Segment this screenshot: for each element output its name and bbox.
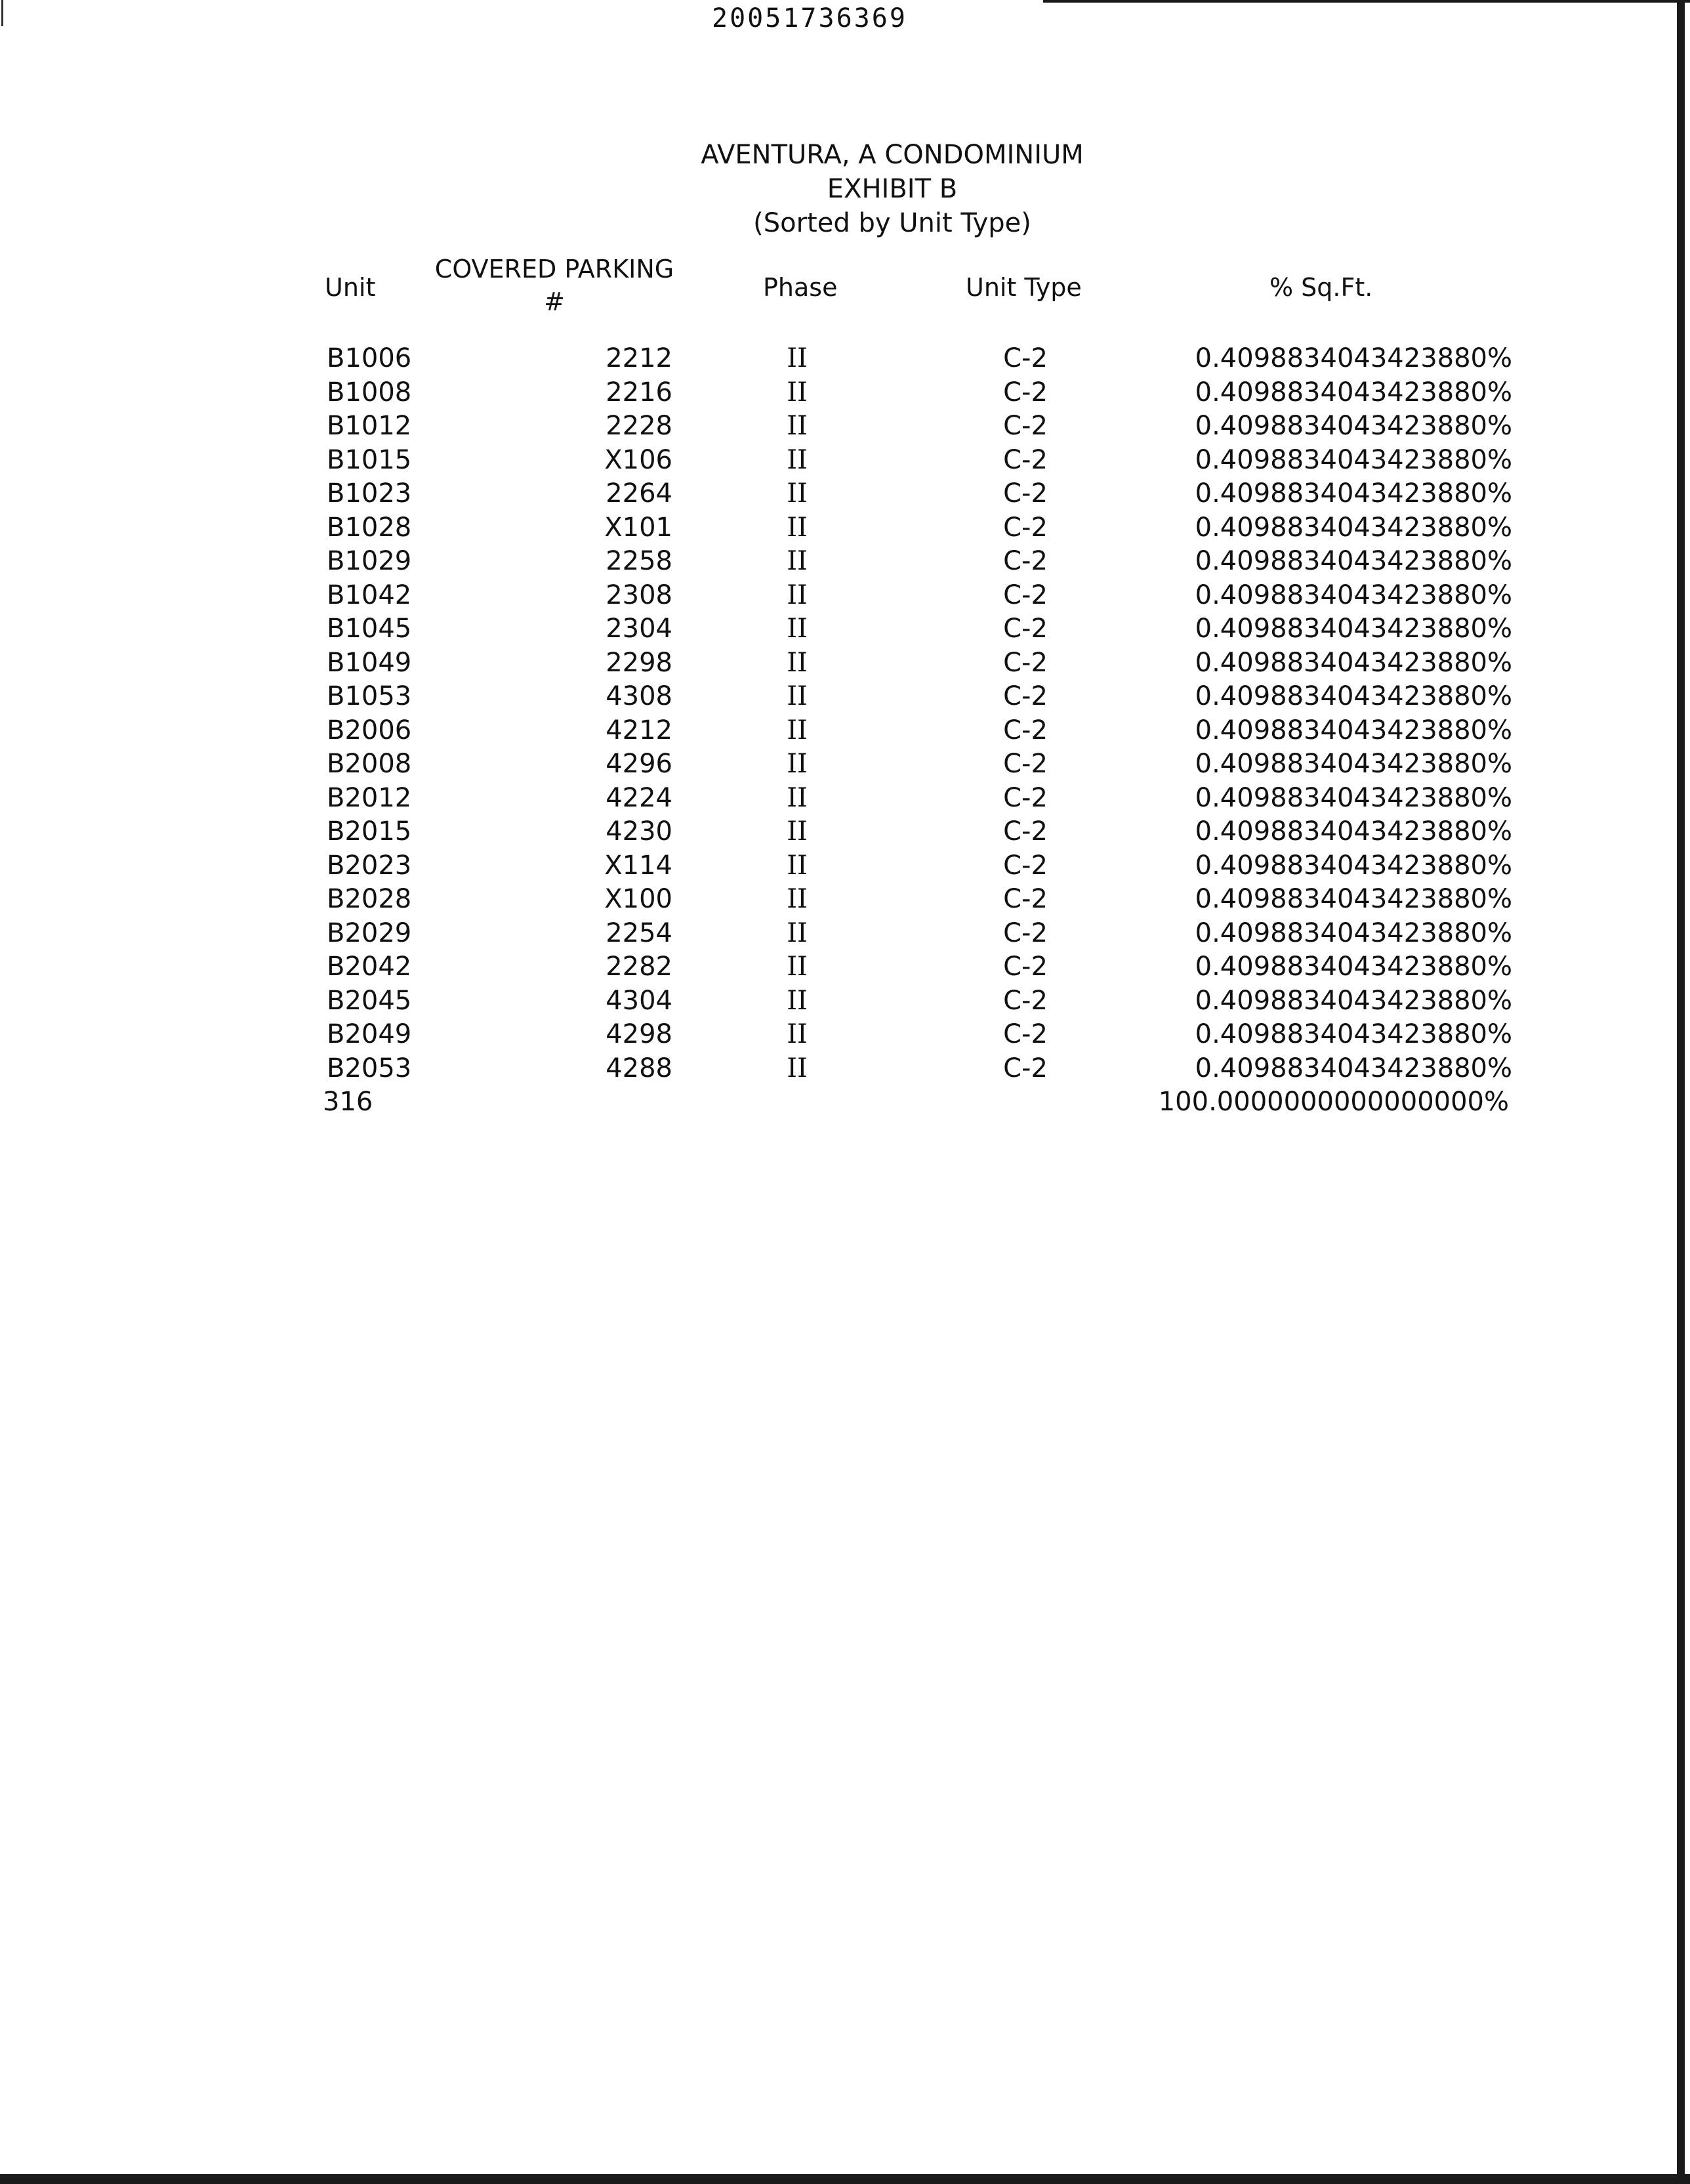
table-row xyxy=(0,1017,1690,1051)
cell-covered-parking: 4288 xyxy=(606,1053,672,1083)
table-row xyxy=(0,882,1690,916)
table-row xyxy=(0,578,1690,612)
cell-covered-parking: 2264 xyxy=(606,478,672,509)
table-row xyxy=(0,679,1690,713)
cell-pct-sqft: 0.4098834043423880% xyxy=(1195,614,1512,644)
cell-phase: II xyxy=(787,512,808,543)
cell-pct-sqft: 0.4098834043423880% xyxy=(1195,749,1512,779)
totals-row xyxy=(0,1085,1690,1119)
cell-phase: II xyxy=(787,411,808,441)
cell-unit-type: C-2 xyxy=(1003,478,1048,509)
document-number: 20051736369 xyxy=(712,3,907,33)
cell-unit-type: C-2 xyxy=(1003,816,1048,847)
cell-unit-type: C-2 xyxy=(1003,512,1048,543)
table-row xyxy=(0,511,1690,545)
cell-unit-type: C-2 xyxy=(1003,1053,1048,1083)
header-phase: Phase xyxy=(763,273,838,302)
cell-pct-sqft: 0.4098834043423880% xyxy=(1195,478,1512,509)
cell-unit: B1053 xyxy=(327,681,412,711)
cell-phase: II xyxy=(787,579,808,610)
cell-phase: II xyxy=(787,478,808,509)
cell-unit-type: C-2 xyxy=(1003,377,1048,408)
table-row xyxy=(0,950,1690,984)
cell-phase: II xyxy=(787,1019,808,1049)
cell-unit: B1015 xyxy=(327,444,412,475)
cell-unit-type: C-2 xyxy=(1003,444,1048,475)
cell-pct-sqft: 0.4098834043423880% xyxy=(1195,579,1512,610)
cell-unit: B1042 xyxy=(327,579,412,610)
cell-unit: B2049 xyxy=(327,1019,412,1049)
table-row xyxy=(0,612,1690,646)
cell-covered-parking: 2298 xyxy=(606,647,672,678)
header-unit: Unit xyxy=(325,273,376,302)
cell-covered-parking: 4304 xyxy=(606,985,672,1016)
cell-unit: B1008 xyxy=(327,377,412,408)
scan-border-top xyxy=(1043,0,1690,3)
cell-unit: B2008 xyxy=(327,749,412,779)
title-line-2: EXHIBIT B xyxy=(827,174,958,204)
cell-covered-parking: 4308 xyxy=(606,681,672,711)
cell-covered-parking: 4224 xyxy=(606,782,672,813)
cell-unit: B2053 xyxy=(327,1053,412,1083)
cell-unit: B1045 xyxy=(327,614,412,644)
table-row xyxy=(0,713,1690,747)
cell-unit: B1023 xyxy=(327,478,412,509)
cell-pct-sqft: 0.4098834043423880% xyxy=(1195,715,1512,746)
cell-unit: B2015 xyxy=(327,816,412,847)
cell-unit: B1006 xyxy=(327,343,412,373)
cell-pct-sqft: 0.4098834043423880% xyxy=(1195,884,1512,914)
cell-covered-parking: 2304 xyxy=(606,614,672,644)
cell-unit-type: C-2 xyxy=(1003,952,1048,982)
header-unit-type: Unit Type xyxy=(966,273,1082,302)
table-row xyxy=(0,476,1690,511)
total-pct-sqft: 100.0000000000000000% xyxy=(1158,1087,1509,1117)
cell-phase: II xyxy=(787,681,808,711)
cell-unit: B1028 xyxy=(327,512,412,543)
scan-border-bottom xyxy=(0,2174,1690,2184)
cell-unit: B2029 xyxy=(327,917,412,948)
cell-covered-parking: 4212 xyxy=(606,715,672,746)
cell-pct-sqft: 0.4098834043423880% xyxy=(1195,816,1512,847)
cell-phase: II xyxy=(787,884,808,914)
table-row xyxy=(0,646,1690,680)
cell-phase: II xyxy=(787,377,808,408)
cell-unit-type: C-2 xyxy=(1003,647,1048,678)
cell-pct-sqft: 0.4098834043423880% xyxy=(1195,377,1512,408)
cell-unit: B2023 xyxy=(327,850,412,881)
cell-covered-parking: X100 xyxy=(604,884,672,914)
cell-phase: II xyxy=(787,917,808,948)
cell-unit-type: C-2 xyxy=(1003,884,1048,914)
scan-mark-left xyxy=(1,0,3,26)
cell-phase: II xyxy=(787,343,808,373)
cell-unit-type: C-2 xyxy=(1003,850,1048,881)
table-row xyxy=(0,443,1690,477)
cell-covered-parking: X106 xyxy=(604,444,672,475)
cell-unit-type: C-2 xyxy=(1003,749,1048,779)
cell-unit-type: C-2 xyxy=(1003,985,1048,1016)
cell-unit-type: C-2 xyxy=(1003,579,1048,610)
cell-covered-parking: X114 xyxy=(604,850,672,881)
cell-unit: B2006 xyxy=(327,715,412,746)
cell-covered-parking: 2228 xyxy=(606,411,672,441)
title-line-1: AVENTURA, A CONDOMINIUM xyxy=(701,140,1084,170)
cell-phase: II xyxy=(787,614,808,644)
table-row xyxy=(0,341,1690,375)
cell-phase: II xyxy=(787,647,808,678)
cell-covered-parking: 2282 xyxy=(606,952,672,982)
cell-pct-sqft: 0.4098834043423880% xyxy=(1195,1019,1512,1049)
cell-unit-type: C-2 xyxy=(1003,917,1048,948)
cell-pct-sqft: 0.4098834043423880% xyxy=(1195,546,1512,576)
cell-phase: II xyxy=(787,850,808,881)
cell-pct-sqft: 0.4098834043423880% xyxy=(1195,681,1512,711)
table-row xyxy=(0,409,1690,443)
cell-covered-parking: 2216 xyxy=(606,377,672,408)
cell-unit: B2028 xyxy=(327,884,412,914)
cell-unit-type: C-2 xyxy=(1003,546,1048,576)
table-body xyxy=(0,341,1690,1085)
cell-unit: B2012 xyxy=(327,782,412,813)
table-row xyxy=(0,781,1690,815)
cell-unit-type: C-2 xyxy=(1003,1019,1048,1049)
cell-unit-type: C-2 xyxy=(1003,411,1048,441)
cell-pct-sqft: 0.4098834043423880% xyxy=(1195,917,1512,948)
cell-unit-type: C-2 xyxy=(1003,681,1048,711)
cell-unit: B1029 xyxy=(327,546,412,576)
header-covered-parking-line-2: # xyxy=(544,287,565,316)
total-unit-count: 316 xyxy=(323,1087,373,1117)
cell-unit: B2042 xyxy=(327,952,412,982)
cell-unit: B1012 xyxy=(327,411,412,441)
cell-pct-sqft: 0.4098834043423880% xyxy=(1195,343,1512,373)
cell-covered-parking: 4298 xyxy=(606,1019,672,1049)
cell-covered-parking: 2212 xyxy=(606,343,672,373)
cell-phase: II xyxy=(787,444,808,475)
table-row xyxy=(0,544,1690,578)
cell-phase: II xyxy=(787,1053,808,1083)
table-row xyxy=(0,747,1690,781)
cell-unit-type: C-2 xyxy=(1003,715,1048,746)
header-covered-parking-line-1: COVERED PARKING xyxy=(434,255,674,284)
header-pct-sqft: % Sq.Ft. xyxy=(1269,273,1373,302)
cell-covered-parking: 4296 xyxy=(606,749,672,779)
cell-unit-type: C-2 xyxy=(1003,614,1048,644)
cell-pct-sqft: 0.4098834043423880% xyxy=(1195,512,1512,543)
cell-covered-parking: 2258 xyxy=(606,546,672,576)
cell-covered-parking: 2254 xyxy=(606,917,672,948)
table-row xyxy=(0,1051,1690,1085)
header-covered-parking xyxy=(433,253,676,318)
cell-pct-sqft: 0.4098834043423880% xyxy=(1195,985,1512,1016)
cell-pct-sqft: 0.4098834043423880% xyxy=(1195,411,1512,441)
cell-unit-type: C-2 xyxy=(1003,782,1048,813)
title-block xyxy=(656,138,1128,240)
cell-covered-parking: X101 xyxy=(604,512,672,543)
table-row xyxy=(0,849,1690,883)
cell-unit: B2045 xyxy=(327,985,412,1016)
cell-phase: II xyxy=(787,782,808,813)
cell-phase: II xyxy=(787,816,808,847)
cell-phase: II xyxy=(787,546,808,576)
cell-phase: II xyxy=(787,749,808,779)
cell-covered-parking: 2308 xyxy=(606,579,672,610)
cell-pct-sqft: 0.4098834043423880% xyxy=(1195,647,1512,678)
table-row xyxy=(0,375,1690,410)
cell-pct-sqft: 0.4098834043423880% xyxy=(1195,782,1512,813)
cell-covered-parking: 4230 xyxy=(606,816,672,847)
cell-unit: B1049 xyxy=(327,647,412,678)
table-row xyxy=(0,984,1690,1018)
cell-pct-sqft: 0.4098834043423880% xyxy=(1195,952,1512,982)
cell-pct-sqft: 0.4098834043423880% xyxy=(1195,444,1512,475)
cell-pct-sqft: 0.4098834043423880% xyxy=(1195,850,1512,881)
cell-phase: II xyxy=(787,952,808,982)
cell-phase: II xyxy=(787,985,808,1016)
table-row xyxy=(0,814,1690,849)
table-row xyxy=(0,916,1690,950)
cell-phase: II xyxy=(787,715,808,746)
title-line-3: (Sorted by Unit Type) xyxy=(753,208,1031,238)
cell-pct-sqft: 0.4098834043423880% xyxy=(1195,1053,1512,1083)
cell-unit-type: C-2 xyxy=(1003,343,1048,373)
